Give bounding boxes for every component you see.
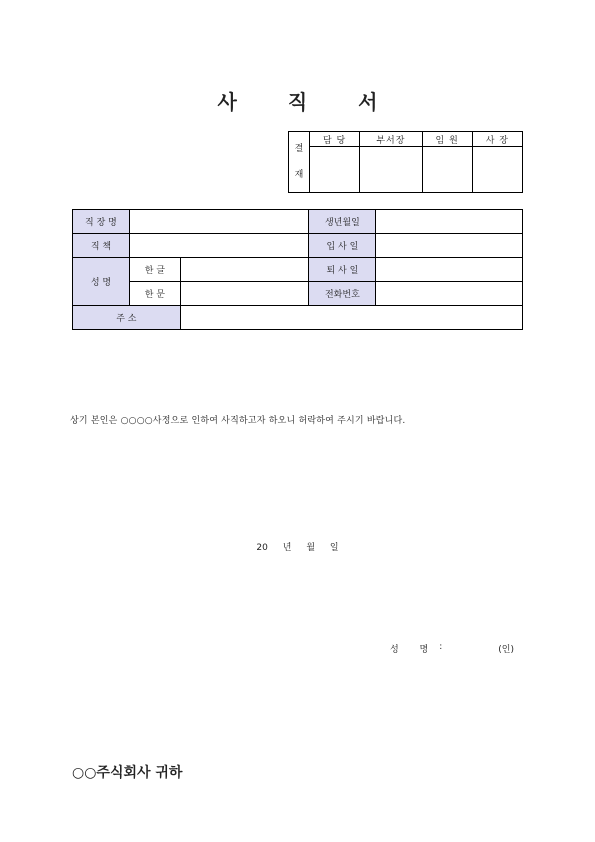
name-hanja-label: 한 문 [129, 282, 180, 306]
workplace-field[interactable] [129, 210, 309, 234]
resign-date-label: 퇴 사 일 [309, 258, 376, 282]
approval-header-executive: 임 원 [422, 132, 472, 147]
signature-colon: : [439, 642, 443, 652]
birthdate-field[interactable] [376, 210, 523, 234]
approval-header-president: 사 장 [472, 132, 522, 147]
address-label: 주 소 [73, 306, 181, 330]
name-hanja-field[interactable] [180, 282, 309, 306]
approval-table [288, 131, 523, 193]
name-korean-field[interactable] [180, 258, 309, 282]
document-title: 사 직 서 [217, 90, 400, 114]
approval-sign-dept-head[interactable] [360, 147, 422, 193]
approval-sign-staff[interactable] [310, 147, 360, 193]
position-field[interactable] [129, 234, 309, 258]
signature-label: 성 명 [390, 645, 438, 655]
birthdate-label: 생년월일 [309, 210, 376, 234]
info-table [72, 209, 523, 330]
date-year-prefix: 20 [256, 543, 268, 553]
phone-label: 전화번호 [309, 282, 376, 306]
approval-side-label [289, 132, 310, 193]
date-line [0, 540, 595, 553]
resign-date-field[interactable] [376, 258, 523, 282]
approval-header-dept-head: 부서장 [360, 132, 422, 147]
approval-side-label-2: 재 [294, 170, 304, 180]
approval-header-staff: 담 당 [310, 132, 360, 147]
phone-field[interactable] [376, 282, 523, 306]
date-year-unit: 년 [282, 543, 292, 553]
workplace-label: 직 장 명 [73, 210, 130, 234]
address-field[interactable] [180, 306, 522, 330]
signature-seal: (인) [498, 645, 515, 655]
hire-date-label: 입 사 일 [309, 234, 376, 258]
addressee: ○○주식회사 귀하 [72, 765, 183, 781]
approval-side-label-1: 결 [294, 144, 304, 154]
name-label: 성 명 [73, 258, 130, 306]
hire-date-field[interactable] [376, 234, 523, 258]
resignation-statement: 상기 본인은 ○○○○사정으로 인하여 사직하고자 하오니 허락하여 주시기 바랍니다. [70, 416, 406, 426]
approval-sign-executive[interactable] [422, 147, 472, 193]
signature-line [390, 642, 514, 655]
position-label: 직 책 [73, 234, 130, 258]
date-day-unit: 일 [329, 543, 339, 553]
approval-sign-president[interactable] [472, 147, 522, 193]
date-month-unit: 월 [306, 543, 316, 553]
name-korean-label: 한 글 [129, 258, 180, 282]
